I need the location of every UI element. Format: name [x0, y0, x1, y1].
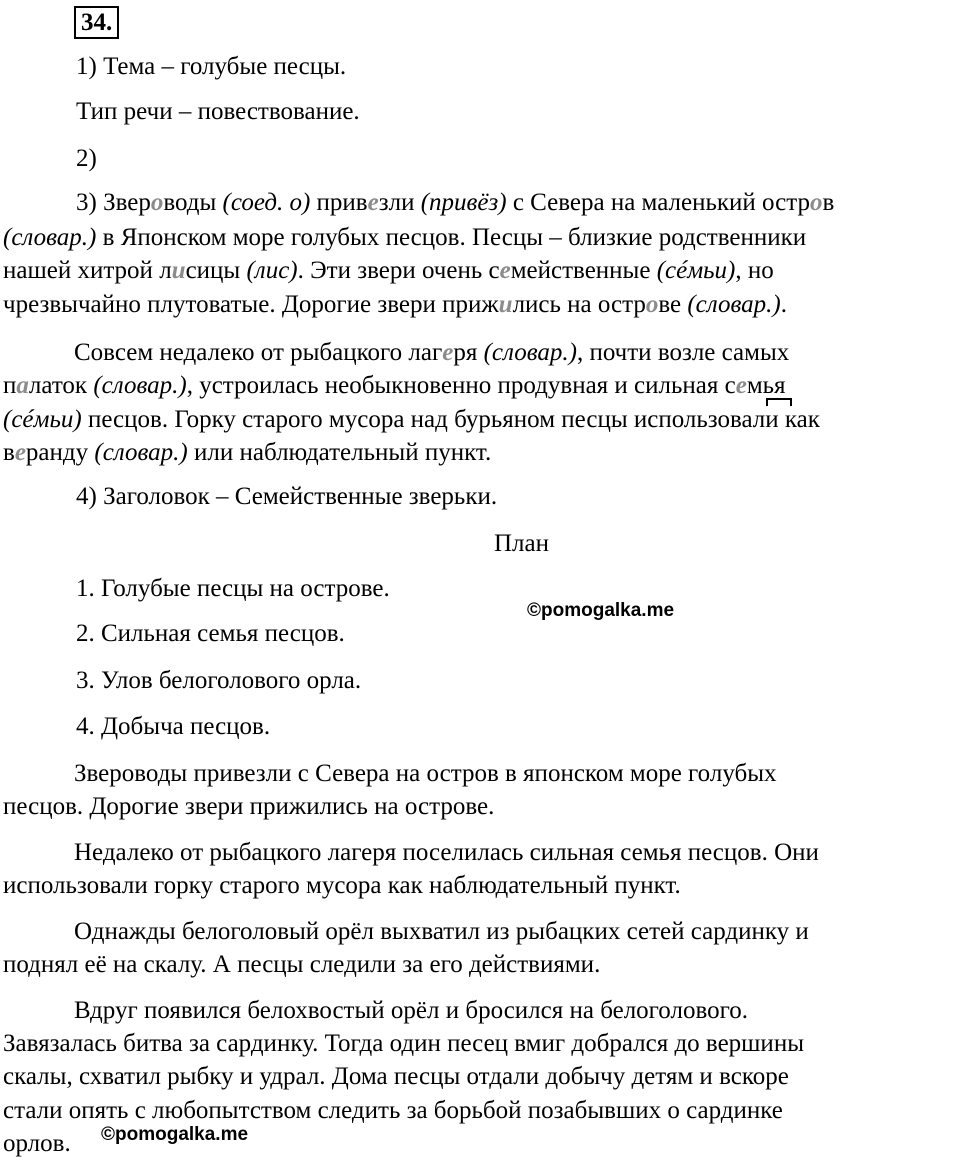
plan-item-2: 2. Сильная семья песцов. [76, 620, 345, 647]
story-p3-line-1: Однажды белоголовый орёл выхватил из рыбацких сетей сардинку и [74, 918, 809, 945]
highlight-letter: е [442, 339, 454, 366]
section3-line-4 [3, 288, 958, 321]
section3-line-2 [3, 221, 958, 254]
section4-line-3 [3, 403, 958, 436]
text: нашей хитрой л [3, 257, 172, 284]
highlight-letter: е [735, 372, 747, 399]
highlight-letter: о [645, 291, 659, 318]
story-p1-line-1: Звероводы привезли с Севера на остров в японском море голубых [74, 760, 777, 787]
text: , но [735, 257, 774, 284]
text: ранду [25, 439, 95, 466]
story-p4-line-2: Завязалась битва за сардинку. Тогда один песец вмиг добрался до вершины [3, 1030, 804, 1057]
text: , почти возле самых [576, 339, 790, 366]
story-p4-line-1: Вдруг появился белохвостый орёл и бросился на белоголового. [74, 997, 748, 1024]
theme-line: 1) Тема – голубые песцы. [76, 53, 347, 80]
highlight-letter: е [367, 189, 379, 216]
text: воды [163, 189, 223, 216]
section4-line-1 [74, 336, 960, 369]
highlight-letter: а [16, 372, 29, 399]
text: в [822, 189, 835, 216]
highlight-letter: и [171, 257, 186, 284]
story-p2-line-1: Недалеко от рыбацкого лагеря поселилась сильная семья песцов. Они [74, 839, 819, 866]
text: . Эти звери очень с [297, 257, 500, 284]
section4-line-2 [3, 369, 958, 402]
story-p4-line-3: скалы, схватил рыбку и удрал. Дома песцы отдали добычу детям и вскоре [3, 1063, 789, 1090]
note: (словар.) [93, 372, 187, 399]
note: (словар.) [483, 339, 577, 366]
text: латок [28, 372, 94, 399]
text: Совсем недалеко от рыбацкого лаг [74, 339, 443, 366]
watermark: ©pomogalka.me [527, 600, 675, 621]
note: (привёз) [420, 189, 507, 216]
title-line: 4) Заголовок – Семейственные зверьки. [76, 483, 498, 510]
text: мейственные [510, 257, 657, 284]
speech-type-line: Тип речи – повествование. [76, 98, 360, 125]
text: ве [658, 291, 688, 318]
story-p4-line-4: стали опять с любопытством следить за борьбой позабывших о сардинке [3, 1097, 783, 1124]
highlight-letter: и [498, 291, 513, 318]
section3-line-1 [76, 186, 960, 219]
text: чрезвычайно плутоватые. Дорогие звери приж [3, 291, 499, 318]
task-number-box: 34. [74, 6, 119, 39]
text: . [780, 291, 787, 318]
text: прив [310, 189, 368, 216]
story-p2-line-2: использовали горку старого мусора как наблюдательный пункт. [3, 872, 681, 899]
story-p1-line-2: песцов. Дорогие звери прижились на острове. [3, 793, 495, 820]
text: сицы [185, 257, 247, 284]
text: в Японском море голубых песцов. Песцы – близкие родственники [96, 224, 807, 251]
text: песцов. Горку старого мусора над бурьяном песцы использовали как [81, 406, 820, 433]
highlight-letter: о [150, 189, 164, 216]
text: мья [746, 372, 786, 399]
plan-item-3: 3. Улов белоголового орла. [76, 667, 362, 694]
morpheme-bracket-icon [766, 398, 792, 406]
text: или наблюдательный пункт. [187, 439, 492, 466]
plan-item-1: 1. Голубые песцы на острове. [76, 575, 390, 602]
text: лись на остр [512, 291, 646, 318]
highlight-letter: е [499, 257, 511, 284]
note: (соед. о) [222, 189, 311, 216]
plan-heading: План [494, 530, 550, 557]
section4-line-4 [3, 436, 958, 469]
story-p3-line-2: поднял её на скалу. А песцы следили за его действиями. [3, 951, 601, 978]
plan-item-4: 4. Добыча песцов. [76, 713, 271, 740]
text: в [3, 439, 15, 466]
note: (словар.) [687, 291, 781, 318]
text: ря [453, 339, 484, 366]
text: 3) Звер [76, 189, 151, 216]
text: , устроилась необыкновенно продувная и сильная с [186, 372, 736, 399]
note: (сéмьи) [656, 257, 736, 284]
note: (сéмьи) [3, 406, 82, 433]
note: (словар.) [94, 439, 188, 466]
highlight-letter: о [809, 189, 823, 216]
item-2-line: 2) [76, 145, 97, 172]
section3-line-3 [3, 254, 958, 287]
note: (словар.) [3, 224, 97, 251]
text: зли [378, 189, 421, 216]
text: с Севера на маленький остр [506, 189, 810, 216]
highlight-letter: е [14, 439, 26, 466]
story-p4-line-5: орлов. [3, 1130, 71, 1157]
watermark-bottom: ©pomogalka.me [101, 1124, 249, 1145]
note: (лис) [246, 257, 298, 284]
text: п [3, 372, 17, 399]
